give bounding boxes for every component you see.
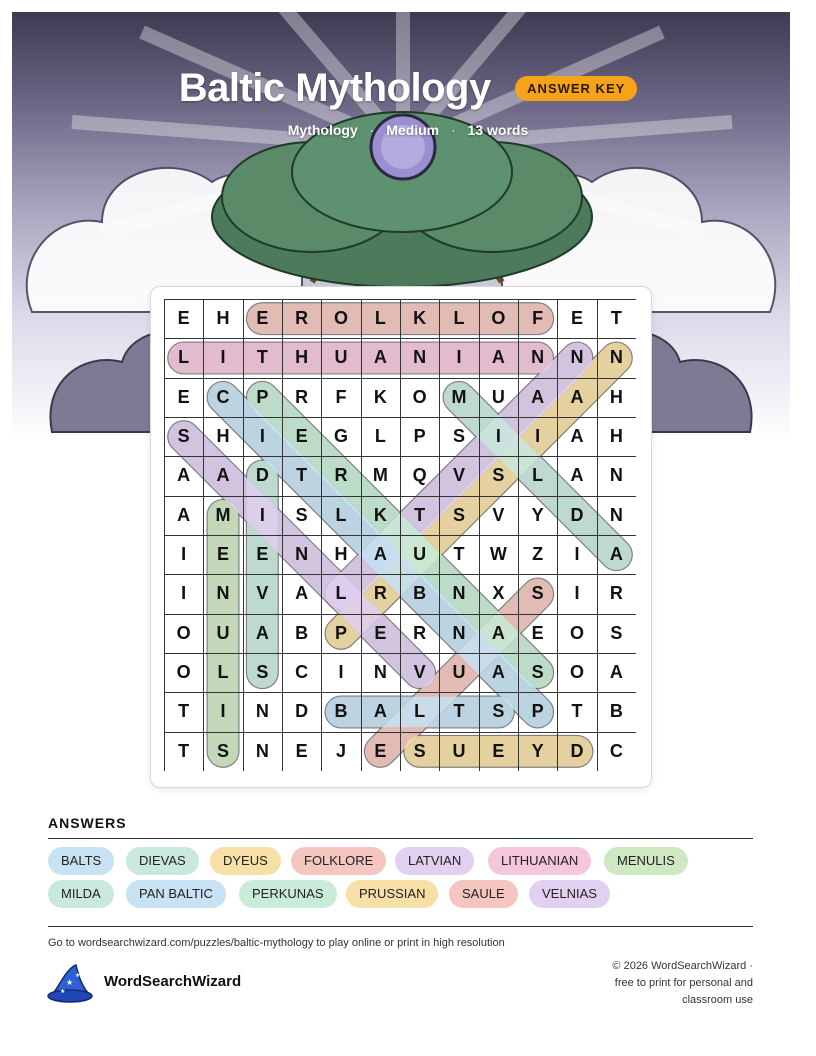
- grid-cell[interactable]: J: [335, 740, 346, 761]
- grid-cell[interactable]: V: [256, 583, 269, 604]
- wizard-hat-icon: [46, 963, 94, 1003]
- svg-text:★: ★: [75, 972, 81, 979]
- grid-cell[interactable]: I: [220, 347, 226, 368]
- grid-cell[interactable]: E: [295, 740, 308, 761]
- grid-cell[interactable]: I: [181, 583, 187, 604]
- grid-cell[interactable]: E: [492, 740, 505, 761]
- grid-cell[interactable]: A: [373, 347, 387, 368]
- answer-pill: VELNIAS: [529, 880, 610, 908]
- answer-pill: SAULE: [449, 880, 518, 908]
- grid-cell[interactable]: A: [570, 426, 584, 446]
- grid-cell[interactable]: H: [609, 386, 623, 407]
- grid-cell[interactable]: P: [531, 701, 544, 722]
- grid-cell[interactable]: A: [177, 504, 191, 525]
- grid-cell[interactable]: N: [452, 583, 466, 604]
- grid-cell[interactable]: H: [334, 544, 348, 564]
- grid-cell[interactable]: N: [255, 740, 269, 761]
- grid-cell[interactable]: Q: [412, 465, 427, 486]
- grid-cell[interactable]: M: [215, 504, 231, 525]
- answer-pill: PRUSSIAN: [346, 880, 438, 908]
- grid-cell[interactable]: N: [609, 504, 623, 525]
- grid-cell[interactable]: E: [177, 386, 190, 407]
- separator-dot: ·: [369, 122, 375, 138]
- grid-cell[interactable]: O: [569, 622, 584, 643]
- grid-cell[interactable]: S: [610, 622, 623, 643]
- grid-cell[interactable]: R: [334, 465, 348, 486]
- grid-cell[interactable]: I: [259, 426, 265, 446]
- grid-cell[interactable]: S: [177, 426, 190, 446]
- grid-cell[interactable]: T: [256, 347, 268, 368]
- grid-cell[interactable]: A: [531, 386, 545, 407]
- grid-cell[interactable]: D: [255, 465, 269, 486]
- grid-cell[interactable]: O: [333, 308, 348, 328]
- grid-cell[interactable]: P: [256, 386, 269, 407]
- answers-heading: ANSWERS: [48, 815, 127, 831]
- grid-cell[interactable]: N: [413, 347, 427, 368]
- grid-cell[interactable]: S: [452, 504, 465, 525]
- answer-pill: LITHUANIAN: [488, 847, 591, 875]
- grid-cell[interactable]: M: [451, 386, 467, 407]
- grid-cell[interactable]: T: [178, 701, 190, 722]
- grid-cell[interactable]: I: [574, 583, 580, 604]
- grid-cell[interactable]: Y: [531, 504, 544, 525]
- grid-cell[interactable]: E: [295, 426, 308, 446]
- answer-pill: PERKUNAS: [239, 880, 337, 908]
- grid-cell[interactable]: D: [570, 504, 584, 525]
- grid-cell[interactable]: B: [334, 701, 348, 722]
- grid-cell[interactable]: L: [178, 347, 190, 368]
- answer-pill: PAN BALTIC: [126, 880, 226, 908]
- grid-cell[interactable]: O: [412, 386, 427, 407]
- grid-cell[interactable]: N: [373, 662, 387, 682]
- grid-cell[interactable]: L: [335, 583, 347, 604]
- grid-cell[interactable]: L: [374, 426, 386, 446]
- grid-cell[interactable]: Y: [531, 740, 544, 761]
- grid-cell[interactable]: L: [335, 504, 347, 525]
- grid-cell[interactable]: I: [181, 544, 187, 564]
- grid-cell[interactable]: A: [255, 622, 269, 643]
- grid-cell[interactable]: P: [413, 426, 426, 446]
- grid-cell[interactable]: M: [372, 465, 388, 486]
- grid-cell[interactable]: E: [216, 544, 229, 564]
- grid-cell[interactable]: N: [216, 583, 230, 604]
- answer-pill: DIEVAS: [126, 847, 199, 875]
- grid-cell[interactable]: K: [413, 308, 427, 328]
- svg-text:★: ★: [66, 978, 74, 987]
- svg-text:★: ★: [60, 988, 66, 995]
- grid-cell[interactable]: B: [413, 583, 427, 604]
- grid-cell[interactable]: T: [453, 701, 465, 722]
- grid-cell[interactable]: S: [492, 701, 505, 722]
- grid-cell[interactable]: I: [456, 347, 462, 368]
- grid-cell[interactable]: L: [532, 465, 544, 486]
- answer-pill: BALTS: [48, 847, 114, 875]
- grid-cell[interactable]: O: [176, 622, 191, 643]
- grid-cell[interactable]: U: [452, 740, 466, 761]
- grid-cell[interactable]: N: [295, 544, 309, 564]
- grid-cell[interactable]: A: [491, 622, 505, 643]
- grid-cell[interactable]: N: [609, 347, 623, 368]
- grid-cell[interactable]: T: [414, 504, 426, 525]
- grid-cell[interactable]: I: [495, 426, 501, 446]
- grid-cell[interactable]: S: [531, 662, 544, 682]
- copyright-line: free to print for personal and: [614, 977, 753, 989]
- grid-cell[interactable]: T: [571, 701, 583, 722]
- grid-cell[interactable]: A: [373, 544, 387, 564]
- grid-cell[interactable]: I: [535, 426, 541, 446]
- grid-cell[interactable]: E: [531, 622, 544, 643]
- grid-cell[interactable]: O: [569, 662, 584, 682]
- grid-cell[interactable]: A: [216, 465, 230, 486]
- grid-cell[interactable]: A: [570, 386, 584, 407]
- grid-cell[interactable]: R: [609, 583, 623, 604]
- grid-cell[interactable]: A: [609, 544, 623, 564]
- word-search-grid[interactable]: [164, 299, 636, 771]
- grid-cell[interactable]: D: [295, 701, 309, 722]
- copyright-line: classroom use: [682, 994, 753, 1006]
- grid-cell[interactable]: R: [373, 583, 387, 604]
- category-label: Mythology: [287, 122, 358, 138]
- grid-cell[interactable]: N: [452, 622, 466, 643]
- grid-cell[interactable]: S: [413, 740, 426, 761]
- grid-cell[interactable]: T: [610, 308, 622, 328]
- play-online-link[interactable]: Go to wordsearchwizard.com/puzzles/baltic-mythology to play online or print in high resolution: [48, 937, 505, 949]
- grid-cell[interactable]: I: [220, 701, 226, 722]
- grid-cell[interactable]: P: [334, 622, 347, 643]
- grid-cell[interactable]: U: [491, 386, 505, 407]
- grid-cell[interactable]: C: [295, 662, 309, 682]
- grid-cell[interactable]: E: [177, 308, 190, 328]
- grid-cell[interactable]: N: [531, 347, 545, 368]
- grid-cell[interactable]: A: [491, 347, 505, 368]
- grid-cell[interactable]: O: [491, 308, 506, 328]
- answer-key-badge: ANSWER KEY: [515, 76, 637, 101]
- answer-pill: FOLKLORE: [291, 847, 386, 875]
- copyright-notice: [573, 958, 753, 1009]
- answer-pill: MILDA: [48, 880, 114, 908]
- grid-cell[interactable]: C: [216, 386, 230, 407]
- answer-pill: LATVIAN: [395, 847, 474, 875]
- grid-cell[interactable]: A: [491, 662, 505, 682]
- answer-pill: MENULIS: [604, 847, 688, 875]
- puzzle-meta: [0, 122, 816, 138]
- grid-cell[interactable]: H: [609, 426, 623, 446]
- grid-cell[interactable]: E: [256, 308, 269, 328]
- grid-cell[interactable]: T: [453, 544, 465, 564]
- grid-cell[interactable]: T: [296, 465, 308, 486]
- grid-cell[interactable]: N: [255, 701, 269, 722]
- grid-cell[interactable]: E: [256, 544, 269, 564]
- grid-cell[interactable]: K: [373, 386, 387, 407]
- grid-cell[interactable]: S: [531, 583, 544, 604]
- word-count-label: 13 words: [467, 122, 529, 138]
- grid-cell[interactable]: E: [374, 740, 387, 761]
- grid-cell[interactable]: W: [489, 544, 507, 564]
- grid-cell[interactable]: R: [295, 386, 309, 407]
- grid-cell[interactable]: C: [609, 740, 623, 761]
- grid-cell[interactable]: L: [217, 662, 229, 682]
- grid-cell[interactable]: U: [413, 544, 427, 564]
- grid-cell[interactable]: N: [570, 347, 584, 368]
- grid-cell[interactable]: A: [373, 701, 387, 722]
- grid-cell[interactable]: F: [532, 308, 544, 328]
- grid-cell[interactable]: A: [177, 465, 191, 486]
- grid-cell[interactable]: B: [609, 701, 623, 722]
- grid-cell[interactable]: I: [574, 544, 580, 564]
- grid-cell[interactable]: V: [492, 504, 505, 525]
- grid-cell[interactable]: S: [216, 740, 229, 761]
- grid-cell[interactable]: A: [295, 583, 309, 604]
- grid-cell[interactable]: V: [413, 662, 426, 682]
- answer-pill: DYEUS: [210, 847, 281, 875]
- grid-cell[interactable]: O: [176, 662, 191, 682]
- divider: [48, 838, 753, 839]
- grid-cell[interactable]: L: [414, 701, 426, 722]
- difficulty-label: Medium: [386, 122, 440, 138]
- separator-dot: ·: [450, 122, 456, 138]
- grid-cell[interactable]: I: [338, 662, 344, 682]
- grid-cell[interactable]: V: [452, 465, 465, 486]
- grid-cell[interactable]: U: [334, 347, 348, 368]
- grid-cell[interactable]: N: [609, 465, 623, 486]
- grid-cell[interactable]: A: [570, 465, 584, 486]
- grid-cell[interactable]: L: [453, 308, 465, 328]
- grid-cell[interactable]: E: [374, 622, 387, 643]
- grid-cell[interactable]: R: [295, 308, 309, 328]
- grid-cell[interactable]: S: [256, 662, 269, 682]
- grid-cell[interactable]: S: [452, 426, 465, 446]
- grid-cell[interactable]: S: [492, 465, 505, 486]
- grid-cell[interactable]: H: [216, 308, 230, 328]
- grid-cell[interactable]: Z: [532, 544, 544, 564]
- grid-cell[interactable]: U: [216, 622, 230, 643]
- grid-cell[interactable]: B: [295, 622, 309, 643]
- grid-cell[interactable]: H: [295, 347, 309, 368]
- copyright-line: © 2026 WordSearchWizard ·: [612, 960, 753, 972]
- divider: [48, 926, 753, 927]
- title-row: [0, 66, 816, 111]
- grid-cell[interactable]: I: [259, 504, 265, 525]
- grid-cell[interactable]: E: [570, 308, 583, 328]
- grid-cell[interactable]: K: [373, 504, 387, 525]
- page-title: Baltic Mythology: [178, 66, 491, 110]
- brand-name[interactable]: WordSearchWizard: [104, 973, 242, 990]
- grid-cell[interactable]: T: [178, 740, 190, 761]
- grid-cell[interactable]: A: [609, 662, 623, 682]
- grid-cell[interactable]: R: [413, 622, 427, 643]
- grid-cell[interactable]: H: [216, 426, 230, 446]
- grid-cell[interactable]: L: [374, 308, 386, 328]
- grid-cell[interactable]: X: [492, 583, 505, 604]
- grid-cell[interactable]: S: [295, 504, 308, 525]
- grid-cell[interactable]: F: [335, 386, 347, 407]
- grid-cell[interactable]: U: [452, 662, 466, 682]
- grid-cell[interactable]: G: [333, 426, 348, 446]
- grid-cell[interactable]: D: [570, 740, 584, 761]
